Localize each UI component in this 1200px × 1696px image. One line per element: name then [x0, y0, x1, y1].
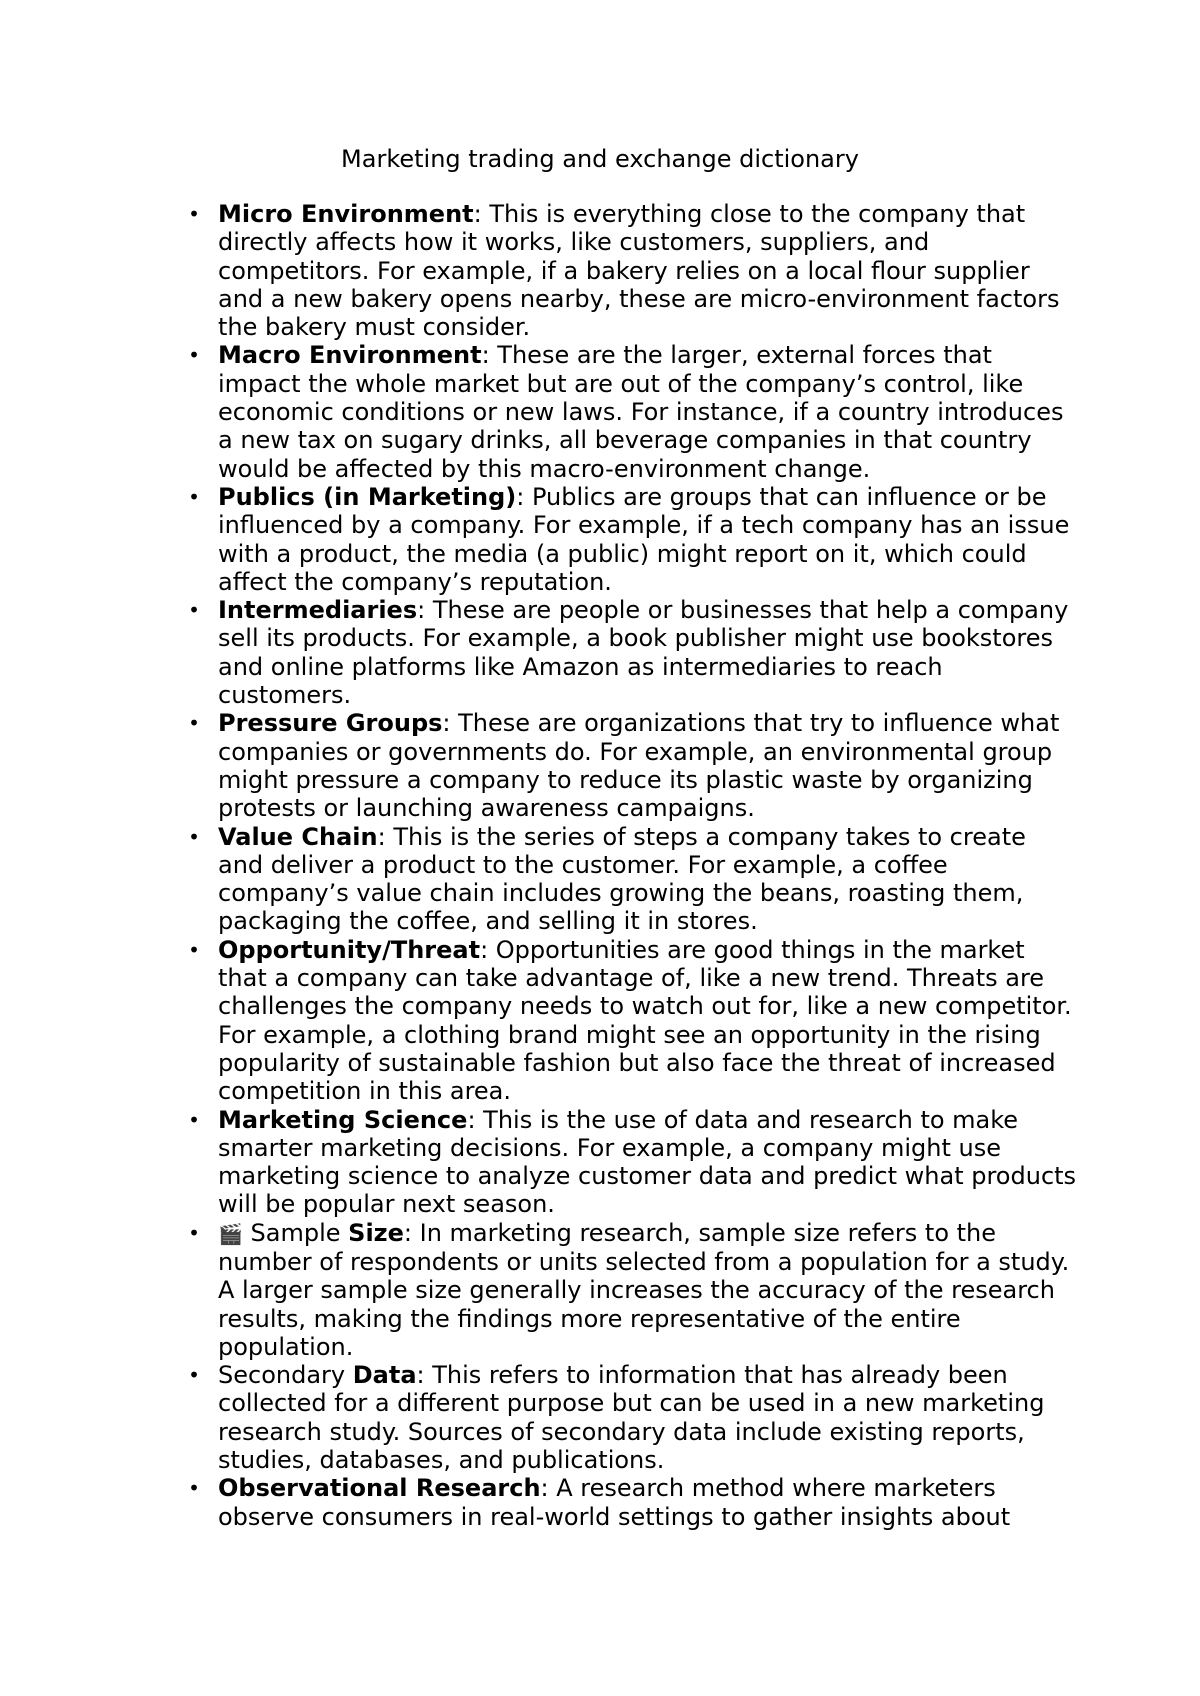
- glossary-definition: : This is the use of data and research to make smarter marketing decisions. For example, a company might use marketing science to analyze customer data and predict what products will be popular next season.: [218, 1105, 1077, 1219]
- glossary-definition: : These are people or businesses that help a company sell its products. For example, a book publisher might use bookstores and online platforms like Amazon as intermediaries to reach customers.: [218, 596, 1069, 710]
- glossary-entry: [188, 1218, 1078, 1361]
- glossary-definition: : This refers to information that has already been collected for a different purpose but can be used in a new marketing research study. Sources of secondary data include existing reports, studies, databases, and publications.: [218, 1361, 1045, 1475]
- bullet-icon: •: [188, 1220, 200, 1245]
- glossary-term: Value Chain: [218, 822, 378, 851]
- glossary-entry: [188, 1361, 1078, 1475]
- bullet-icon: •: [188, 202, 200, 226]
- glossary-entry: [188, 482, 1078, 596]
- glossary-definition: : These are organizations that try to influence what companies or governments do. For example, an environmental group might pressure a company to reduce its plastic waste by organizing protests or launching awareness campaigns.: [218, 709, 1060, 823]
- glossary-term: Size: [348, 1218, 404, 1247]
- glossary-definition: : Publics are groups that can influence or be influenced by a company. For example, if a tech company has an issue with a product, the media (a public) might report on it, which could affect the company’s reputation.: [218, 482, 1070, 596]
- glossary-term: Marketing Science: [218, 1105, 468, 1134]
- glossary-definition: : Opportunities are good things in the market that a company can take advantage of, like a new trend. Threats are challenges the company needs to watch out for, like a new competitor. For example, a clothing brand might see an opportunity in the rising popularity of sustainable fashion but also face the threat of increased competition in this area.: [218, 935, 1072, 1106]
- glossary-definition: : In marketing research, sample size refers to the number of respondents or units selected from a population for a study. A larger sample size generally increases the accuracy of the research results, making the findings more representative of the entire population.: [218, 1218, 1070, 1361]
- glossary-definition: : This is the series of steps a company takes to create and deliver a product to the customer. For example, a coffee company’s value chain includes growing the beans, roasting them, packaging the coffee, and selling it in stores.: [218, 822, 1026, 936]
- bullet-icon: •: [188, 484, 200, 509]
- bullet-icon: •: [188, 711, 200, 736]
- glossary-term: Publics (in Marketing): [218, 482, 517, 511]
- glossary-term-prefix: Sample: [242, 1218, 349, 1247]
- glossary-term-prefix: Secondary: [218, 1361, 353, 1390]
- glossary-entry: [188, 341, 1078, 483]
- glossary-term: Macro Environment: [218, 341, 482, 370]
- glossary-definition: : This is everything close to the company that directly affects how it works, like customers, suppliers, and competitors. For example, if a bakery relies on a local flour supplier and a new bakery opens nearby, these are micro-environment factors the bakery must consider.: [218, 200, 1060, 342]
- bullet-icon: •: [188, 1476, 200, 1501]
- bullet-icon: •: [188, 937, 200, 962]
- glossary-list: [188, 200, 1078, 1531]
- clapperboard-icon: 🎬: [218, 1221, 243, 1246]
- glossary-term: Data: [352, 1361, 417, 1390]
- glossary-entry: [188, 596, 1078, 710]
- glossary-entry: [188, 1105, 1078, 1219]
- glossary-definition: : A research method where marketers observe consumers in real-world settings to gather insights about: [218, 1474, 1011, 1531]
- bullet-icon: •: [188, 1363, 200, 1388]
- glossary-entry: [188, 935, 1078, 1106]
- glossary-entry: [188, 709, 1078, 823]
- glossary-term: Micro Environment: [218, 200, 474, 228]
- glossary-entry: [188, 1474, 1078, 1531]
- bullet-icon: •: [188, 824, 200, 849]
- bullet-icon: •: [188, 1107, 200, 1132]
- glossary-entry: [188, 200, 1078, 342]
- bullet-icon: •: [188, 598, 200, 623]
- bullet-icon: •: [188, 343, 200, 368]
- document-title: Marketing trading and exchange dictionary: [341, 145, 859, 173]
- glossary-definition: : These are the larger, external forces that impact the whole market but are out of the company’s control, like economic conditions or new laws. For instance, if a country introduces a new tax on sugary drinks, all beverage companies in that country would be affected by this macro-environment change.: [218, 341, 1064, 483]
- glossary-entry: [188, 822, 1078, 936]
- glossary-term: Opportunity/Threat: [218, 935, 481, 964]
- glossary-term: Pressure Groups: [218, 709, 443, 738]
- glossary-term: Intermediaries: [218, 596, 418, 625]
- glossary-term: Observational Research: [218, 1474, 541, 1503]
